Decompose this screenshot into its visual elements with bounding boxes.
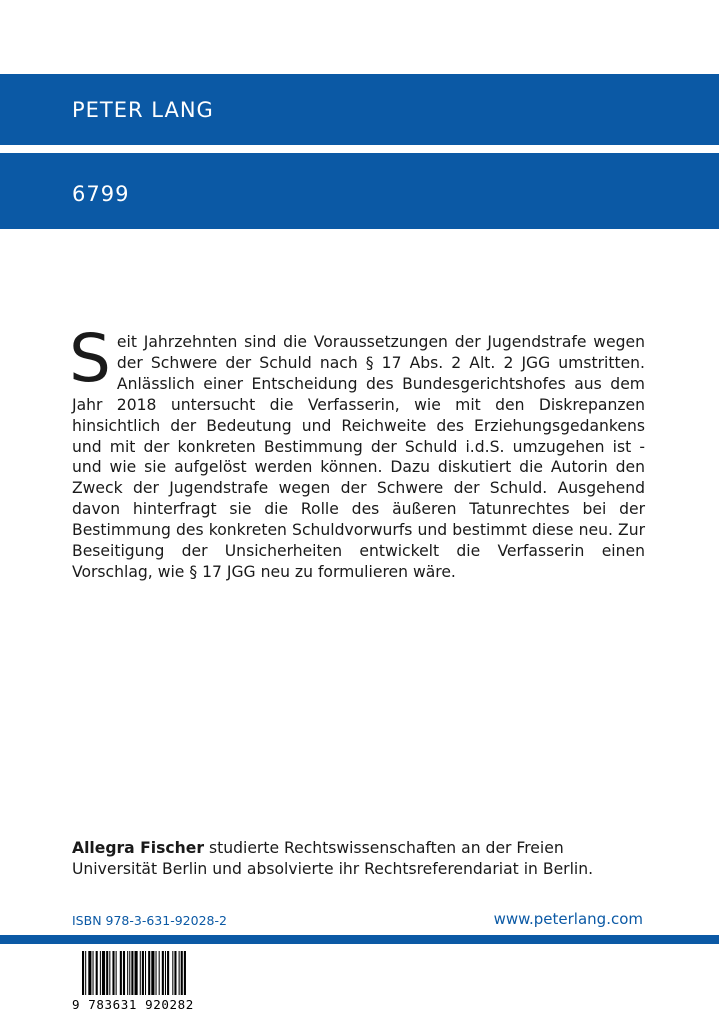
barcode-bar [148, 951, 150, 995]
book-blurb [69, 320, 645, 583]
barcode-bar [172, 951, 173, 995]
barcode-bar [181, 951, 183, 995]
barcode-bar [93, 951, 94, 995]
barcode-bar [151, 951, 154, 995]
barcode-bar [88, 951, 91, 995]
series-number: 6799 [72, 182, 130, 206]
barcode-bar [106, 951, 108, 995]
barcode-bar [142, 951, 144, 995]
barcode-bar [82, 951, 84, 995]
barcode-bar [167, 951, 169, 995]
barcode-bar [127, 951, 128, 995]
barcode-bar [129, 951, 130, 995]
isbn: ISBN 978-3-631-92028-2 [72, 913, 227, 928]
barcode-bar [135, 951, 138, 995]
barcode-bar [174, 951, 176, 995]
barcode-bar [109, 951, 110, 995]
website-link[interactable]: www.peterlang.com [493, 910, 643, 928]
barcode-bar [85, 951, 86, 995]
publisher-name: PETER LANG [72, 98, 214, 122]
barcode-bar [96, 951, 98, 995]
author-name: Allegra Fischer [72, 839, 205, 857]
barcode-bar [145, 951, 146, 995]
barcode-bar [116, 951, 117, 995]
barcode-bar [162, 951, 164, 995]
barcode-bar [184, 951, 186, 995]
barcode-bar [165, 951, 166, 995]
author-bio-text: studierte Rechtswissenschaften an der Freien Universität Berlin und absolvierte ihr Rechtsreferendariat in Berlin. [72, 839, 594, 878]
author-bio [72, 838, 645, 880]
barcode-bar [140, 951, 141, 995]
blurb-text: eit Jahrzehnten sind die Voraussetzungen der Jugendstrafe wegen der Schwere der Schuld nach § 17 Abs. 2 Alt. 2 JGG umstritten. Anlässlich einer Entscheidung des Bundesgerichtshofes aus dem Jahr 2018 untersucht die Verfasserin, wie mit den Diskrepanzen hinsichtlich der Bedeutung und Reichweite des Erziehungsgedankens und mit der konkreten Bestimmung der Schuld i.d.S. umzugehen ist - und wie sie aufgelöst werden können. Dazu diskutiert die Autorin den Zweck der Jugendstrafe wegen der Schwere der Schuld. Ausgehend davon hinterfragt sie die Rolle des äußeren Tatunrechtes bei der Bestimmung des konkreten Schuldvorwurfs und bestimmt diese neu. Zur Beseitigung der Unsicherheiten entwickelt die Verfasserin einen Vorschlag, wie § 17 JGG neu zu formulieren wäre. [72, 333, 645, 581]
barcode-bars [72, 951, 218, 1001]
barcode-bar [159, 951, 160, 995]
barcode-bar [123, 951, 125, 995]
barcode-bar [120, 951, 122, 995]
barcode-digits: 9 783631 920282 [72, 997, 194, 1012]
barcode-bar [179, 951, 180, 995]
drop-cap: S [69, 320, 111, 397]
barcode-bar [112, 951, 114, 995]
publisher-band [0, 74, 719, 145]
footer-band [0, 935, 719, 944]
barcode-bar [131, 951, 133, 995]
barcode-bar [102, 951, 105, 995]
barcode-bar [100, 951, 101, 995]
barcode-bar [156, 951, 157, 995]
barcode [72, 951, 218, 1017]
series-band [0, 153, 719, 229]
